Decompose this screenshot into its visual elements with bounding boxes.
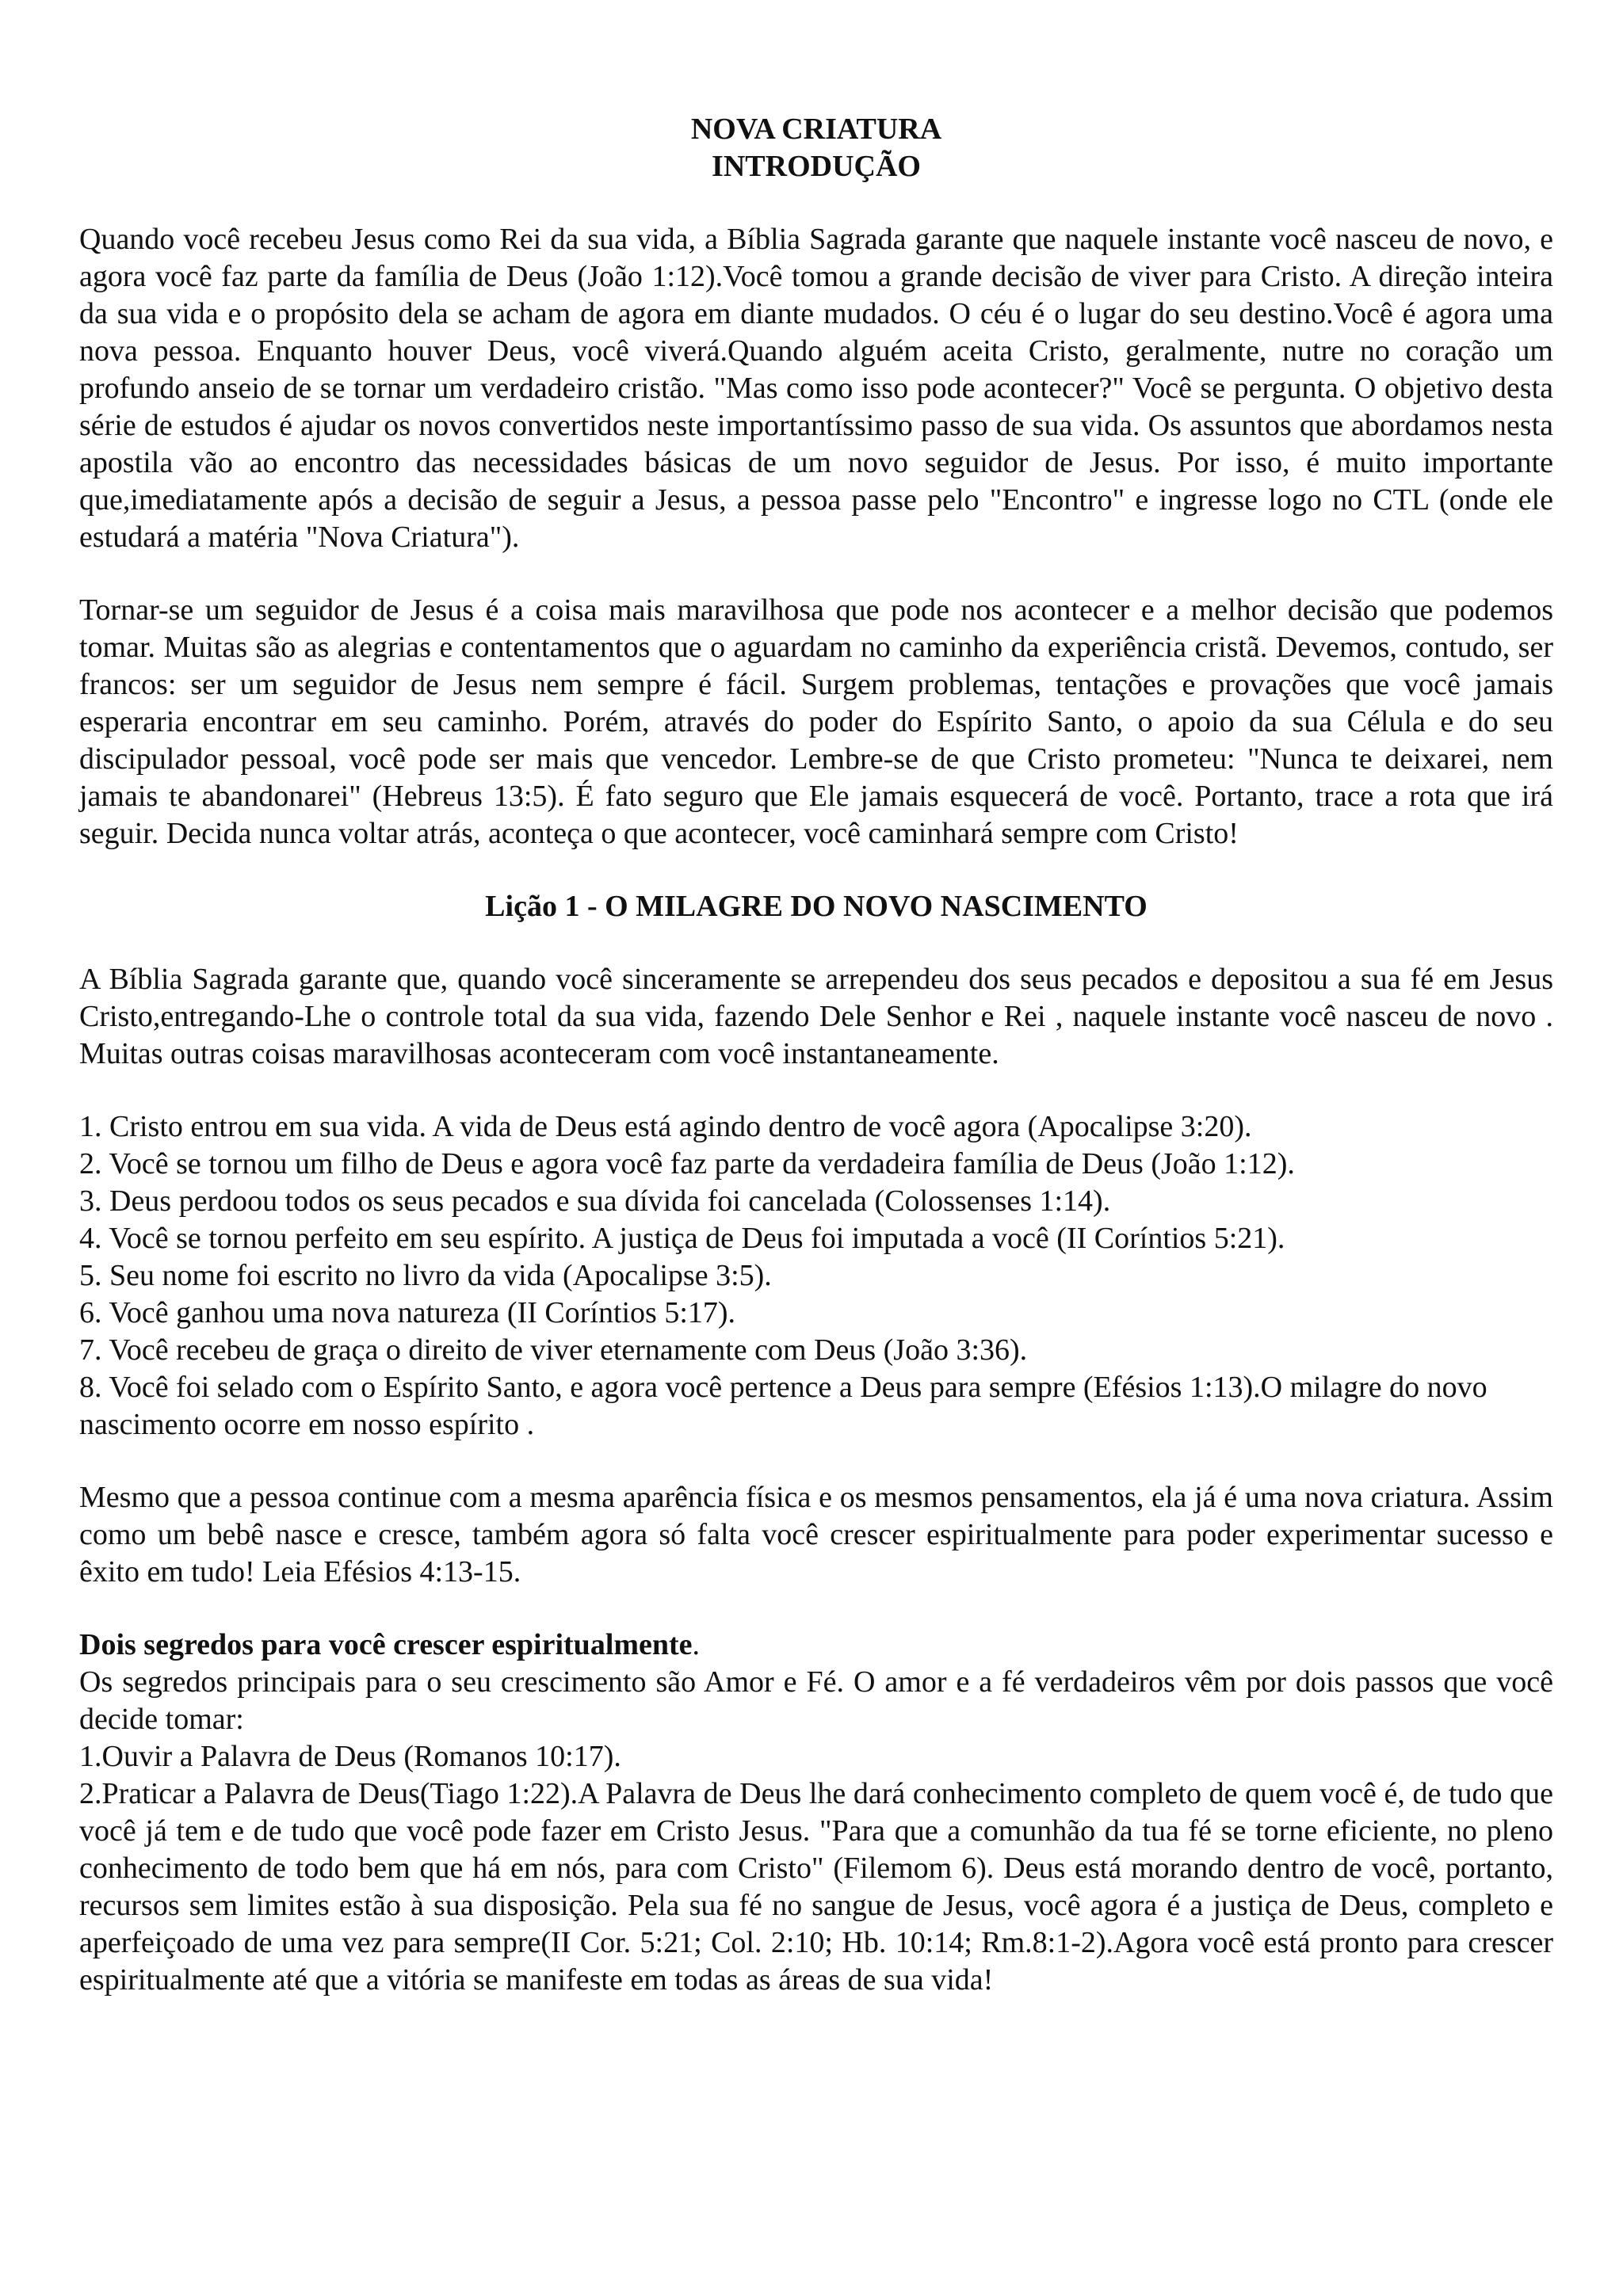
list-item: 6. Você ganhou uma nova natureza (II Coríntios 5:17). (79, 1296, 736, 1329)
intro-paragraph-2: Tornar-se um seguidor de Jesus é a coisa mais maravilhosa que pode nos acontecer e a melhor decisão que podemos tomar. Muitas são as alegrias e contentamentos que o aguardam no caminho da experiência cristã. Devemos, contudo, ser francos: ser um seguidor de Jesus nem sempre é fácil. Surgem problemas, tentações e provações que você jamais esperaria encontrar em seu caminho. Porém, através do poder do Espírito Santo, o apoio da sua Célula e do seu discipulador pessoal, você pode ser mais que vencedor. Lembre-se de que Cristo prometeu: "Nunca te deixarei, nem jamais te abandonarei" (Hebreus 13:5). É fato seguro que Ele jamais esquecerá de você. Portanto, trace a rota que irá seguir. Decida nunca voltar atrás, aconteça o que acontecer, você caminhará sempre com Cristo! (79, 593, 1553, 850)
list-item: 4. Você se tornou perfeito em seu espírito. A justiça de Deus foi imputada a você (II Coríntios 5:21). (79, 1222, 1285, 1255)
list-item: 3. Deus perdoou todos os seus pecados e sua dívida foi cancelada (Colossenses 1:14). (79, 1184, 1111, 1218)
list-item: 2. Você se tornou um filho de Deus e agora você faz parte da verdadeira família de Deus (João 1:12). (79, 1147, 1295, 1180)
secrets-heading-period: . (692, 1628, 701, 1661)
spacer (79, 556, 1553, 592)
spacer (79, 852, 1553, 888)
spacer (79, 1073, 1553, 1108)
step-2: 2.Praticar a Palavra de Deus(Tiago 1:22).A Palavra de Deus lhe dará conhecimento completo de quem você é, de tudo que você já tem e de tudo que você pode fazer em Cristo Jesus. "Para que a comunhão da tua fé se torne eficiente, no pleno conhecimento de todo bem que há em nós, para com Cristo" (Filemom 6). Deus está morando dentro de você, portanto, recursos sem limites estão à sua disposição. Pela sua fé no sangue de Jesus, você agora é a justiça de Deus, completo e aperfeiçoado de uma vez para sempre(II Cor. 5:21; Col. 2:10; Hb. 10:14; Rm.8:1-2).Agora você está pronto para crescer espiritualmente até que a vitória se manifeste em todas as áreas de sua vida! (79, 1777, 1553, 1997)
document-page (79, 111, 1553, 1999)
list-item: 7. Você recebeu de graça o direito de viver eternamente com Deus (João 3:36). (79, 1333, 1028, 1367)
spacer (79, 1591, 1553, 1627)
lesson-1-paragraph-1: A Bíblia Sagrada garante que, quando você sinceramente se arrependeu dos seus pecados e depositou a sua fé em Jesus Cristo,entregando-Lhe o controle total da sua vida, fazendo Dele Senhor e Rei , naquele instante você nasceu de novo . Muitas outras coisas maravilhosas aconteceram com você instantaneamente. (79, 963, 1553, 1070)
spacer (79, 925, 1553, 961)
step-1: 1.Ouvir a Palavra de Deus (Romanos 10:17). (79, 1740, 621, 1773)
list-item: 1. Cristo entrou em sua vida. A vida de Deus está agindo dentro de você agora (Apocalipse 3:20). (79, 1110, 1252, 1143)
spacer (79, 185, 1553, 221)
intro-paragraph-1: Quando você recebeu Jesus como Rei da sua vida, a Bíblia Sagrada garante que naquele instante você nasceu de novo, e agora você faz parte da família de Deus (João 1:12).Você tomou a grande decisão de viver para Cristo. A direção inteira da sua vida e o propósito dela se acham de agora em diante mudados. O céu é o lugar do seu destino.Você é agora uma nova pessoa. Enquanto houver Deus, você viverá.Quando alguém aceita Cristo, geralmente, nutre no coração um profundo anseio de se tornar um verdadeiro cristão. "Mas como isso pode acontecer?" Você se pergunta. O objetivo desta série de estudos é ajudar os novos convertidos neste importantíssimo passo de sua vida. Os assuntos que abordamos nesta apostila vão ao encontro das necessidades básicas de um novo seguidor de Jesus. Por isso, é muito importante que,imediatamente após a decisão de seguir a Jesus, a pessoa passe pelo "Encontro" e ingresse logo no CTL (onde ele estudará a matéria "Nova Criatura"). (79, 223, 1553, 554)
list-item: 8. Você foi selado com o Espírito Santo, e agora você pertence a Deus para sempre (Efésios 1:13).O milagre do novo nascimento ocorre em nosso espírito . (79, 1371, 1487, 1441)
lesson-1-paragraph-2: Mesmo que a pessoa continue com a mesma aparência física e os mesmos pensamentos, ela já é uma nova criatura. Assim como um bebê nasce e cresce, também agora só falta você crescer espiritualmente para poder experimentar sucesso e êxito em tudo! Leia Efésios 4:13-15. (79, 1481, 1553, 1589)
secrets-heading: Dois segredos para você crescer espiritualmente (79, 1628, 693, 1661)
secrets-heading-line (79, 1627, 1553, 1664)
spacer (79, 1444, 1553, 1479)
secrets-intro: Os segredos principais para o seu crescimento são Amor e Fé. O amor e a fé verdadeiros vêm por dois passos que você decide tomar: (79, 1665, 1553, 1736)
document-subtitle: INTRODUÇÃO (712, 150, 921, 183)
miracles-list (79, 1108, 1553, 1444)
document-title: NOVA CRIATURA (690, 113, 942, 146)
list-item: 5. Seu nome foi escrito no livro da vida (Apocalipse 3:5). (79, 1259, 772, 1292)
lesson-1-heading: Lição 1 - O MILAGRE DO NOVO NASCIMENTO (485, 890, 1148, 923)
